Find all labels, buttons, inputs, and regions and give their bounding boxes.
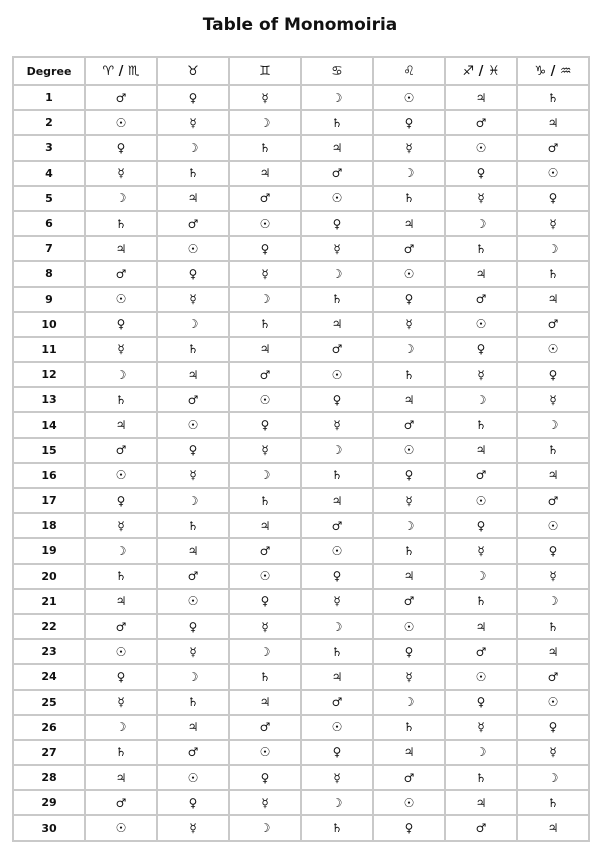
cell-cancer: ☿	[302, 766, 372, 789]
cell-degree: 27	[14, 741, 84, 764]
cell-taurus: ♂	[158, 388, 228, 411]
cell-degree: 25	[14, 691, 84, 714]
cell-capricorn-aquarius: ♄	[518, 86, 588, 109]
table-row	[14, 413, 588, 436]
cell-leo: ☿	[374, 489, 444, 512]
table-row	[14, 691, 588, 714]
cell-gemini: ♀	[230, 766, 300, 789]
cell-capricorn-aquarius: ♀	[518, 716, 588, 739]
cell-leo: ☉	[374, 439, 444, 462]
cell-sagittarius-pisces: ☿	[446, 716, 516, 739]
table-row	[14, 615, 588, 638]
cell-aries-scorpio: ♂	[86, 791, 156, 814]
page-title: Table of Monomoiria	[202, 15, 398, 35]
header-cancer: ♋	[302, 58, 372, 84]
cell-capricorn-aquarius: ♃	[518, 640, 588, 663]
cell-leo: ♄	[374, 539, 444, 562]
cell-aries-scorpio: ♄	[86, 388, 156, 411]
cell-taurus: ☉	[158, 766, 228, 789]
cell-gemini: ☉	[230, 741, 300, 764]
cell-capricorn-aquarius: ♂	[518, 489, 588, 512]
cell-cancer: ☉	[302, 363, 372, 386]
cell-leo: ♀	[374, 111, 444, 134]
cell-gemini: ♃	[230, 514, 300, 537]
cell-degree: 5	[14, 187, 84, 210]
cell-cancer: ♃	[302, 313, 372, 336]
cell-cancer: ☽	[302, 791, 372, 814]
cell-leo: ♄	[374, 187, 444, 210]
cell-aries-scorpio: ☉	[86, 111, 156, 134]
cell-gemini: ☽	[230, 464, 300, 487]
cell-degree: 15	[14, 439, 84, 462]
cell-aries-scorpio: ♂	[86, 615, 156, 638]
cell-sagittarius-pisces: ♂	[446, 111, 516, 134]
header-sagittarius-pisces: ♐ / ♓	[446, 58, 516, 84]
cell-sagittarius-pisces: ♂	[446, 288, 516, 311]
cell-cancer: ♂	[302, 338, 372, 361]
cell-sagittarius-pisces: ☽	[446, 212, 516, 235]
cell-taurus: ♃	[158, 539, 228, 562]
cell-leo: ♄	[374, 363, 444, 386]
cell-leo: ♀	[374, 288, 444, 311]
cell-degree: 17	[14, 489, 84, 512]
cell-sagittarius-pisces: ♃	[446, 615, 516, 638]
cell-taurus: ☉	[158, 413, 228, 436]
cell-capricorn-aquarius: ♃	[518, 816, 588, 839]
cell-capricorn-aquarius: ♃	[518, 288, 588, 311]
cell-leo: ☉	[374, 791, 444, 814]
cell-cancer: ♂	[302, 514, 372, 537]
cell-gemini: ☉	[230, 565, 300, 588]
cell-taurus: ☿	[158, 640, 228, 663]
header-taurus: ♉	[158, 58, 228, 84]
cell-taurus: ♀	[158, 615, 228, 638]
table-row	[14, 816, 588, 839]
cell-degree: 11	[14, 338, 84, 361]
cell-sagittarius-pisces: ♄	[446, 590, 516, 613]
cell-leo: ☉	[374, 262, 444, 285]
cell-aries-scorpio: ☉	[86, 640, 156, 663]
cell-aries-scorpio: ☽	[86, 539, 156, 562]
cell-capricorn-aquarius: ☿	[518, 388, 588, 411]
cell-degree: 20	[14, 565, 84, 588]
table-row	[14, 539, 588, 562]
cell-gemini: ☽	[230, 640, 300, 663]
cell-leo: ♄	[374, 716, 444, 739]
cell-taurus: ☉	[158, 237, 228, 260]
cell-degree: 18	[14, 514, 84, 537]
cell-aries-scorpio: ♄	[86, 212, 156, 235]
cell-cancer: ♀	[302, 565, 372, 588]
cell-sagittarius-pisces: ☉	[446, 665, 516, 688]
table-row	[14, 388, 588, 411]
cell-taurus: ♄	[158, 514, 228, 537]
cell-cancer: ♂	[302, 691, 372, 714]
cell-capricorn-aquarius: ♄	[518, 439, 588, 462]
cell-taurus: ♀	[158, 86, 228, 109]
cell-gemini: ☿	[230, 86, 300, 109]
cell-sagittarius-pisces: ☉	[446, 313, 516, 336]
cell-capricorn-aquarius: ♃	[518, 464, 588, 487]
cell-aries-scorpio: ♃	[86, 237, 156, 260]
cell-capricorn-aquarius: ♀	[518, 363, 588, 386]
cell-gemini: ♂	[230, 716, 300, 739]
cell-gemini: ♀	[230, 413, 300, 436]
cell-taurus: ☿	[158, 464, 228, 487]
cell-aries-scorpio: ☉	[86, 288, 156, 311]
cell-aries-scorpio: ☉	[86, 464, 156, 487]
cell-sagittarius-pisces: ☿	[446, 363, 516, 386]
cell-gemini: ♄	[230, 136, 300, 159]
cell-leo: ♂	[374, 237, 444, 260]
table-row	[14, 313, 588, 336]
cell-leo: ☽	[374, 514, 444, 537]
cell-leo: ☿	[374, 136, 444, 159]
cell-gemini: ☿	[230, 262, 300, 285]
cell-cancer: ♄	[302, 464, 372, 487]
cell-leo: ♃	[374, 212, 444, 235]
cell-sagittarius-pisces: ♀	[446, 514, 516, 537]
cell-cancer: ☽	[302, 262, 372, 285]
cell-aries-scorpio: ♀	[86, 665, 156, 688]
table-row	[14, 514, 588, 537]
cell-degree: 6	[14, 212, 84, 235]
cell-cancer: ♃	[302, 136, 372, 159]
cell-sagittarius-pisces: ♄	[446, 237, 516, 260]
cell-sagittarius-pisces: ♀	[446, 691, 516, 714]
cell-sagittarius-pisces: ♂	[446, 816, 516, 839]
cell-sagittarius-pisces: ☽	[446, 388, 516, 411]
cell-degree: 7	[14, 237, 84, 260]
cell-degree: 1	[14, 86, 84, 109]
cell-cancer: ☉	[302, 539, 372, 562]
cell-taurus: ☽	[158, 313, 228, 336]
table-row	[14, 212, 588, 235]
cell-capricorn-aquarius: ♀	[518, 187, 588, 210]
cell-gemini: ♂	[230, 363, 300, 386]
cell-cancer: ♄	[302, 111, 372, 134]
cell-taurus: ♃	[158, 716, 228, 739]
cell-leo: ♂	[374, 590, 444, 613]
cell-cancer: ♀	[302, 212, 372, 235]
cell-leo: ☽	[374, 338, 444, 361]
table-row	[14, 590, 588, 613]
cell-taurus: ♂	[158, 741, 228, 764]
cell-capricorn-aquarius: ☽	[518, 590, 588, 613]
cell-degree: 19	[14, 539, 84, 562]
table-row	[14, 136, 588, 159]
cell-gemini: ♄	[230, 665, 300, 688]
cell-taurus: ☉	[158, 590, 228, 613]
cell-aries-scorpio: ♀	[86, 313, 156, 336]
cell-capricorn-aquarius: ☿	[518, 741, 588, 764]
cell-taurus: ☿	[158, 288, 228, 311]
cell-gemini: ♃	[230, 691, 300, 714]
table-row	[14, 363, 588, 386]
cell-leo: ♀	[374, 640, 444, 663]
cell-aries-scorpio: ♃	[86, 766, 156, 789]
cell-sagittarius-pisces: ♃	[446, 439, 516, 462]
cell-sagittarius-pisces: ♃	[446, 262, 516, 285]
cell-leo: ☽	[374, 162, 444, 185]
cell-degree: 4	[14, 162, 84, 185]
table-row	[14, 288, 588, 311]
cell-leo: ♂	[374, 413, 444, 436]
cell-degree: 13	[14, 388, 84, 411]
cell-sagittarius-pisces: ♂	[446, 464, 516, 487]
cell-capricorn-aquarius: ♂	[518, 136, 588, 159]
cell-sagittarius-pisces: ♂	[446, 640, 516, 663]
table-row	[14, 716, 588, 739]
cell-taurus: ♂	[158, 212, 228, 235]
cell-cancer: ☿	[302, 590, 372, 613]
cell-degree: 2	[14, 111, 84, 134]
table-row	[14, 237, 588, 260]
cell-capricorn-aquarius: ☉	[518, 162, 588, 185]
cell-cancer: ☽	[302, 86, 372, 109]
cell-capricorn-aquarius: ♄	[518, 262, 588, 285]
cell-capricorn-aquarius: ♀	[518, 539, 588, 562]
header-degree: Degree	[14, 58, 84, 84]
cell-cancer: ♄	[302, 640, 372, 663]
table-row	[14, 665, 588, 688]
cell-taurus: ♂	[158, 565, 228, 588]
cell-gemini: ♂	[230, 539, 300, 562]
cell-taurus: ♃	[158, 187, 228, 210]
cell-gemini: ☿	[230, 791, 300, 814]
cell-aries-scorpio: ☿	[86, 162, 156, 185]
cell-aries-scorpio: ♀	[86, 489, 156, 512]
cell-gemini: ☽	[230, 288, 300, 311]
cell-sagittarius-pisces: ♄	[446, 766, 516, 789]
cell-capricorn-aquarius: ☉	[518, 691, 588, 714]
cell-leo: ♂	[374, 766, 444, 789]
cell-gemini: ☽	[230, 816, 300, 839]
cell-degree: 29	[14, 791, 84, 814]
cell-degree: 28	[14, 766, 84, 789]
cell-sagittarius-pisces: ☿	[446, 187, 516, 210]
cell-cancer: ♃	[302, 665, 372, 688]
cell-leo: ☿	[374, 313, 444, 336]
header-leo: ♌	[374, 58, 444, 84]
cell-sagittarius-pisces: ♄	[446, 413, 516, 436]
header-row	[14, 58, 588, 84]
cell-cancer: ☿	[302, 237, 372, 260]
cell-gemini: ♂	[230, 187, 300, 210]
cell-sagittarius-pisces: ☉	[446, 136, 516, 159]
cell-sagittarius-pisces: ☿	[446, 539, 516, 562]
cell-capricorn-aquarius: ♄	[518, 791, 588, 814]
cell-cancer: ☉	[302, 187, 372, 210]
cell-degree: 9	[14, 288, 84, 311]
cell-degree: 30	[14, 816, 84, 839]
cell-capricorn-aquarius: ☿	[518, 565, 588, 588]
cell-taurus: ♀	[158, 791, 228, 814]
cell-aries-scorpio: ☽	[86, 363, 156, 386]
table-row	[14, 640, 588, 663]
cell-cancer: ☽	[302, 439, 372, 462]
cell-capricorn-aquarius: ♄	[518, 615, 588, 638]
cell-degree: 12	[14, 363, 84, 386]
cell-taurus: ♃	[158, 363, 228, 386]
cell-sagittarius-pisces: ♃	[446, 791, 516, 814]
table-row	[14, 766, 588, 789]
cell-gemini: ☿	[230, 439, 300, 462]
cell-cancer: ♄	[302, 288, 372, 311]
cell-capricorn-aquarius: ♂	[518, 665, 588, 688]
cell-gemini: ♀	[230, 590, 300, 613]
table-row	[14, 489, 588, 512]
cell-degree: 23	[14, 640, 84, 663]
table-body	[14, 86, 588, 840]
cell-gemini: ☽	[230, 111, 300, 134]
cell-degree: 10	[14, 313, 84, 336]
cell-capricorn-aquarius: ☉	[518, 514, 588, 537]
table-row	[14, 187, 588, 210]
table-row	[14, 111, 588, 134]
cell-leo: ♀	[374, 816, 444, 839]
cell-leo: ♃	[374, 741, 444, 764]
cell-aries-scorpio: ♀	[86, 136, 156, 159]
header-aries-scorpio: ♈ / ♏	[86, 58, 156, 84]
cell-capricorn-aquarius: ♂	[518, 313, 588, 336]
cell-degree: 22	[14, 615, 84, 638]
cell-cancer: ☉	[302, 716, 372, 739]
cell-aries-scorpio: ♂	[86, 262, 156, 285]
cell-aries-scorpio: ♃	[86, 590, 156, 613]
cell-taurus: ☽	[158, 489, 228, 512]
monomoiria-table	[12, 56, 590, 842]
header-gemini: ♊	[230, 58, 300, 84]
cell-aries-scorpio: ☽	[86, 187, 156, 210]
table-row	[14, 791, 588, 814]
table-row	[14, 464, 588, 487]
cell-cancer: ☽	[302, 615, 372, 638]
cell-taurus: ☽	[158, 665, 228, 688]
cell-leo: ☽	[374, 691, 444, 714]
cell-leo: ☿	[374, 665, 444, 688]
cell-cancer: ♂	[302, 162, 372, 185]
table-row	[14, 86, 588, 109]
table-row	[14, 162, 588, 185]
cell-aries-scorpio: ☉	[86, 816, 156, 839]
cell-leo: ♃	[374, 565, 444, 588]
cell-gemini: ♃	[230, 162, 300, 185]
cell-gemini: ♄	[230, 489, 300, 512]
cell-aries-scorpio: ♃	[86, 413, 156, 436]
cell-sagittarius-pisces: ☉	[446, 489, 516, 512]
cell-capricorn-aquarius: ☿	[518, 212, 588, 235]
cell-gemini: ♃	[230, 338, 300, 361]
cell-gemini: ☉	[230, 388, 300, 411]
cell-degree: 14	[14, 413, 84, 436]
cell-gemini: ♄	[230, 313, 300, 336]
cell-leo: ☉	[374, 615, 444, 638]
cell-leo: ☉	[374, 86, 444, 109]
cell-gemini: ☿	[230, 615, 300, 638]
cell-gemini: ♀	[230, 237, 300, 260]
cell-aries-scorpio: ☿	[86, 691, 156, 714]
cell-taurus: ☿	[158, 816, 228, 839]
cell-degree: 16	[14, 464, 84, 487]
cell-degree: 21	[14, 590, 84, 613]
cell-taurus: ☿	[158, 111, 228, 134]
cell-aries-scorpio: ☽	[86, 716, 156, 739]
cell-sagittarius-pisces: ☽	[446, 741, 516, 764]
cell-taurus: ♄	[158, 162, 228, 185]
cell-taurus: ♀	[158, 439, 228, 462]
cell-leo: ♀	[374, 464, 444, 487]
cell-capricorn-aquarius: ☽	[518, 237, 588, 260]
cell-aries-scorpio: ♂	[86, 439, 156, 462]
cell-sagittarius-pisces: ♀	[446, 162, 516, 185]
cell-taurus: ♄	[158, 338, 228, 361]
cell-degree: 3	[14, 136, 84, 159]
cell-cancer: ♀	[302, 388, 372, 411]
header-capricorn-aquarius: ♑ / ♒	[518, 58, 588, 84]
cell-degree: 24	[14, 665, 84, 688]
cell-aries-scorpio: ♄	[86, 741, 156, 764]
cell-cancer: ♀	[302, 741, 372, 764]
cell-degree: 8	[14, 262, 84, 285]
cell-aries-scorpio: ♂	[86, 86, 156, 109]
cell-capricorn-aquarius: ☉	[518, 338, 588, 361]
cell-taurus: ♄	[158, 691, 228, 714]
cell-capricorn-aquarius: ♃	[518, 111, 588, 134]
cell-aries-scorpio: ♄	[86, 565, 156, 588]
table-row	[14, 262, 588, 285]
table-row	[14, 439, 588, 462]
cell-cancer: ☿	[302, 413, 372, 436]
cell-sagittarius-pisces: ☽	[446, 565, 516, 588]
table-row	[14, 741, 588, 764]
cell-taurus: ♀	[158, 262, 228, 285]
cell-leo: ♃	[374, 388, 444, 411]
cell-degree: 26	[14, 716, 84, 739]
table-row	[14, 565, 588, 588]
cell-capricorn-aquarius: ☽	[518, 766, 588, 789]
cell-gemini: ☉	[230, 212, 300, 235]
cell-aries-scorpio: ☿	[86, 338, 156, 361]
cell-sagittarius-pisces: ♃	[446, 86, 516, 109]
cell-taurus: ☽	[158, 136, 228, 159]
cell-aries-scorpio: ☿	[86, 514, 156, 537]
cell-cancer: ♃	[302, 489, 372, 512]
table-row	[14, 338, 588, 361]
cell-sagittarius-pisces: ♀	[446, 338, 516, 361]
cell-cancer: ♄	[302, 816, 372, 839]
cell-capricorn-aquarius: ☽	[518, 413, 588, 436]
